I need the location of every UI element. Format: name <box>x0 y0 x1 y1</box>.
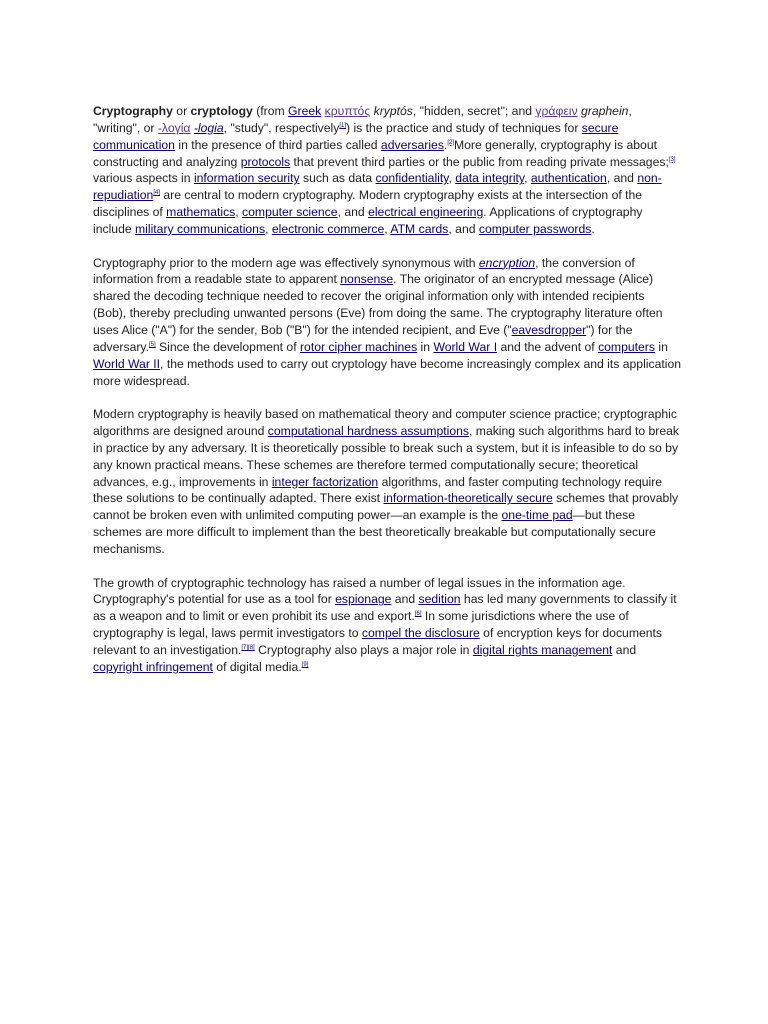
link-compel-the-disclosure[interactable]: compel the disclosure <box>361 626 480 641</box>
text-run: ") for the adversary. <box>93 322 633 354</box>
text-run: , <box>235 205 243 220</box>
citation-link[interactable]: [7][8] <box>241 645 255 651</box>
text-run: Cryptography prior to the modern age was effectively synonymous with <box>93 255 479 270</box>
text-run: . The originator of an encrypted message (Alice) shared the decoding technique needed to recover the original information only with intended recipients (Bob), thereby precluding unwanted persons (Eve) from doing the same. The cryptography literature often uses Alice ("A") for the sender, Bob ("B") for the intended recipient, and Eve (" <box>93 272 663 337</box>
link-atm-cards[interactable]: ATM cards <box>390 221 449 236</box>
text-run: , <box>448 171 456 186</box>
text-run: , and <box>337 205 369 220</box>
link-greek[interactable]: κρυπτός <box>324 104 371 118</box>
text-run: in the presence of third parties called <box>174 137 381 152</box>
text-run: In some jurisdictions where the use of cryptography is legal, laws permit investigators to <box>93 609 629 641</box>
link-military-communications[interactable]: military communications <box>135 221 266 236</box>
text-run: , and <box>448 221 479 236</box>
link-espionage[interactable]: espionage <box>335 592 392 607</box>
text-run: . <box>591 221 595 236</box>
link-information-security[interactable]: information security <box>193 171 300 186</box>
text-run: (from <box>252 104 289 118</box>
text-run: More generally, cryptography is about constructing and analyzing <box>93 137 657 169</box>
text-run: Since the development of <box>155 339 300 354</box>
link-greek[interactable]: Greek <box>288 104 322 118</box>
link-electronic-commerce[interactable]: electronic commerce <box>271 221 385 236</box>
link-copyright-infringement[interactable]: copyright infringement <box>93 659 213 674</box>
text-run: such as data <box>299 171 376 186</box>
text-run: , making such algorithms hard to break in practice by any adversary. It is theoretically possible to break such a system, but it is infeasible to do so by any known practical means. These schemes are therefore termed computationally secure; theoretical advances, e.g., improvements in <box>93 424 680 489</box>
link-mathematics[interactable]: mathematics <box>166 205 236 220</box>
link-authentication[interactable]: authentication <box>530 171 607 186</box>
text-run: , "hidden, secret"; and <box>412 104 536 118</box>
link-rotor-cipher-machines[interactable]: rotor cipher machines <box>299 339 418 354</box>
text-run: or <box>172 104 191 118</box>
article-body <box>93 103 681 676</box>
link-computer-science[interactable]: computer science <box>242 205 338 220</box>
text-run: are central to modern cryptography. Modern cryptography exists at the intersection of the disciplines of <box>93 188 643 220</box>
term-italic: graphein <box>581 104 629 118</box>
text-run: that prevent third parties or the public from reading private messages; <box>290 154 669 169</box>
link-one-time-pad[interactable]: one-time pad <box>501 508 573 523</box>
text-run: ) is the practice and study of techniques for <box>346 120 582 135</box>
link-adversaries[interactable]: adversaries <box>380 137 444 152</box>
term-bold: Cryptography <box>93 104 173 118</box>
text-run: The growth of cryptographic technology has raised a number of legal issues in the information age. Cryptography's potential for use as a tool for <box>93 575 626 607</box>
link-computers[interactable]: computers <box>598 339 655 354</box>
text-run: schemes that provably cannot be broken even with unlimited computing power—an example is the <box>93 491 679 523</box>
term-bold: cryptology <box>190 104 253 118</box>
link-greek[interactable]: γράφειν <box>535 104 578 118</box>
link-sedition[interactable]: sedition <box>418 592 461 607</box>
link-nonsense[interactable]: nonsense <box>340 272 394 287</box>
text-run: algorithms, and faster computing technology require these solutions to be continually adapted. There exist <box>93 474 663 506</box>
link-non-repudiation[interactable]: non-repudiation <box>93 171 662 203</box>
citation-link[interactable]: [1] <box>339 122 347 129</box>
link-logia[interactable]: -logia <box>193 120 224 135</box>
citation-link[interactable]: [2] <box>447 139 454 146</box>
text-run: and <box>391 592 419 607</box>
text-run: Modern cryptography is heavily based on mathematical theory and computer science practice; cryptographic algorithms are designed around <box>93 407 677 439</box>
text-run: , <box>384 221 391 236</box>
link-secure-communication[interactable]: secure communication <box>93 120 619 152</box>
text-run: of encryption keys for documents relevant to an investigation. <box>93 626 663 657</box>
citation-ref <box>447 140 454 146</box>
paragraph-intro <box>93 103 681 238</box>
link-eavesdropper[interactable]: eavesdropper <box>511 322 587 337</box>
text-run: , <box>524 171 531 186</box>
text-run: . Applications of cryptography include <box>93 205 643 236</box>
citation-ref <box>669 157 676 163</box>
citation-ref <box>302 662 309 668</box>
citation-link[interactable]: [3] <box>668 156 676 163</box>
paragraph-modern <box>93 406 681 558</box>
citation-ref <box>149 342 156 348</box>
text-run: in <box>654 339 668 354</box>
text-run: has led many governments to classify it as a weapon and to limit or even prohibit its use and export. <box>93 592 677 624</box>
text-run: various aspects in <box>93 171 194 186</box>
link-world-war-i[interactable]: World War I <box>433 339 498 354</box>
citation-link[interactable]: [9] <box>301 661 309 668</box>
text-run: in <box>417 339 434 354</box>
text-run: , "writing", or <box>93 104 632 135</box>
text-run: , the conversion of information from a readable state to apparent <box>93 255 635 287</box>
text-run: of digital media. <box>212 659 302 674</box>
text-run: , "study", respectively <box>223 120 340 135</box>
text-run: Cryptography also plays a major role in <box>254 643 473 657</box>
link-integer-factorization[interactable]: integer factorization <box>271 474 379 489</box>
text-run: . <box>443 137 448 152</box>
link-electrical-engineering[interactable]: electrical engineering <box>368 205 484 220</box>
citation-link[interactable]: [5] <box>149 341 156 348</box>
text-run: and the advent of <box>497 339 599 354</box>
link-information-theoretically-secure[interactable]: information-theoretically secure <box>383 491 553 506</box>
text-run: , the methods used to carry out cryptology have become increasingly complex and its application more widespread. <box>93 356 682 388</box>
text-run: —but these schemes are more difficult to implement than the best theoretically breakable but computationally secure mechanisms. <box>93 508 656 556</box>
link-data-integrity[interactable]: data integrity <box>455 171 525 186</box>
link-protocols[interactable]: protocols <box>240 154 291 169</box>
link-computational-hardness-assumptions[interactable]: computational hardness assumptions <box>267 424 470 439</box>
paragraph-legal <box>93 575 681 676</box>
citation-link[interactable]: [6] <box>414 611 422 618</box>
citation-ref <box>153 190 160 196</box>
text-run: , and <box>606 171 638 186</box>
link-encryption[interactable]: encryption <box>478 255 536 270</box>
link-digital-rights-management[interactable]: digital rights management <box>472 643 613 657</box>
citation-ref <box>241 645 254 651</box>
text-run: , <box>265 221 272 236</box>
link-confidentiality[interactable]: confidentiality <box>375 171 449 186</box>
text-run: and <box>612 643 637 657</box>
link-greek[interactable]: -λογία <box>157 120 191 135</box>
term-italic: kryptós <box>373 104 413 118</box>
link-world-war-ii[interactable]: World War II <box>93 356 161 371</box>
link-computer-passwords[interactable]: computer passwords <box>478 221 592 236</box>
paragraph-history <box>93 255 681 390</box>
citation-link[interactable]: [4] <box>153 190 160 197</box>
